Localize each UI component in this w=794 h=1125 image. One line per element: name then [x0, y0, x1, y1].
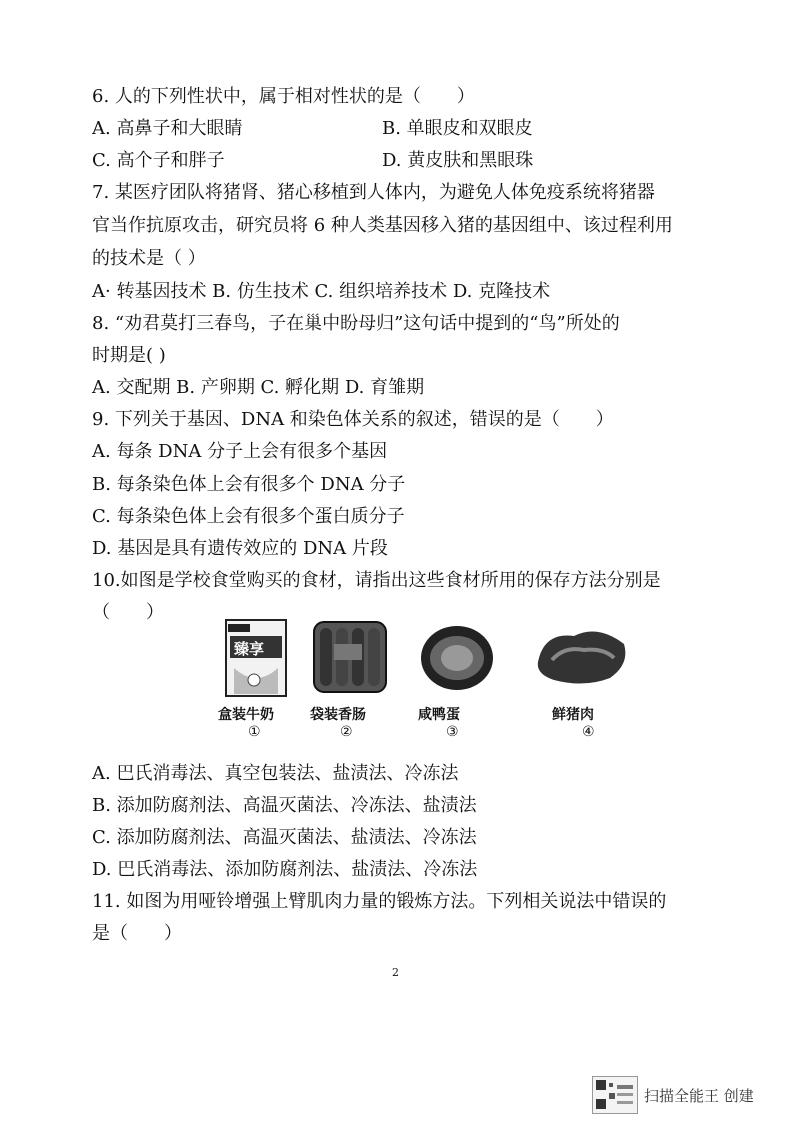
question-6-option-d: D. 黄皮肤和黑眼珠	[382, 150, 534, 171]
qr-code-icon	[592, 1076, 638, 1114]
question-9-option-d: D. 基因是具有遗传效应的 DNA 片段	[92, 538, 388, 559]
question-11-stem-1: 11. 如图为用哑铃增强上臂肌肉力量的锻炼方法。下列相关说法中错误的	[92, 891, 667, 912]
question-9-option-b: B. 每条染色体上会有很多个 DNA 分子	[92, 474, 406, 495]
question-7-stem-3: 的技术是（ ）	[92, 248, 206, 269]
sausage-bag-icon	[310, 618, 390, 698]
food-label-egg: 咸鸭蛋	[418, 707, 460, 723]
scanner-watermark	[592, 1076, 782, 1112]
question-10-stem-1: 10.如图是学校食堂购买的食材，请指出这些食材所用的保存方法分别是	[92, 570, 661, 591]
question-6-stem: 6. 人的下列性状中，属于相对性状的是（ ）	[92, 86, 475, 107]
question-9-option-c: C. 每条染色体上会有很多个蛋白质分子	[92, 506, 405, 527]
question-10-option-c: C. 添加防腐剂法、高温灭菌法、盐渍法、冷冻法	[92, 827, 477, 848]
food-label-sausage: 袋装香肠	[310, 707, 366, 723]
question-10-stem-2: （ ）	[92, 602, 164, 623]
question-7-stem-2: 官当作抗原攻击，研究员将 6 种人类基因移入猪的基因组中、该过程利用	[92, 215, 673, 236]
watermark-text: 扫描全能王 创建	[644, 1087, 754, 1105]
milk-carton-icon	[224, 618, 288, 698]
food-num-2: ②	[340, 724, 353, 740]
food-label-pork: 鲜猪肉	[552, 707, 594, 723]
question-7-options: A· 转基因技术 B. 仿生技术 C. 组织培养技术 D. 克隆技术	[92, 281, 551, 302]
question-7-stem-1: 7. 某医疗团队将猪肾、猪心移植到人体内，为避免人体免疫系统将猪器	[92, 182, 655, 203]
question-8-options: A. 交配期 B. 产卵期 C. 孵化期 D. 育雏期	[92, 377, 425, 398]
question-8-stem-1: 8. “劝君莫打三春鸟，子在巢中盼母归”这句话中提到的“鸟”所处的	[92, 313, 620, 334]
question-8-stem-2: 时期是( )	[92, 345, 166, 366]
question-10-option-a: A. 巴氏消毒法、真空包装法、盐渍法、冷冻法	[92, 763, 459, 784]
question-9-option-a: A. 每条 DNA 分子上会有很多个基因	[92, 441, 388, 462]
salted-egg-icon	[418, 618, 496, 698]
food-num-1: ①	[248, 724, 261, 740]
question-6-option-a: A. 高鼻子和大眼睛	[92, 118, 243, 139]
question-10-option-b: B. 添加防腐剂法、高温灭菌法、冷冻法、盐渍法	[92, 795, 477, 816]
pork-icon	[534, 618, 630, 698]
food-num-4: ④	[582, 724, 595, 740]
milk-brand-text: 臻享	[234, 640, 265, 658]
food-label-milk: 盒装牛奶	[218, 707, 274, 723]
food-num-3: ③	[446, 724, 459, 740]
page-number: 2	[392, 966, 399, 979]
question-6-option-b: B. 单眼皮和双眼皮	[382, 118, 533, 139]
question-6-option-c: C. 高个子和胖子	[92, 150, 225, 171]
question-11-stem-2: 是（ ）	[92, 923, 182, 944]
food-figure	[218, 618, 648, 742]
question-10-option-d: D. 巴氏消毒法、添加防腐剂法、盐渍法、冷冻法	[92, 859, 478, 880]
question-9-stem: 9. 下列关于基因、DNA 和染色体关系的叙述，错误的是（ ）	[92, 409, 614, 430]
